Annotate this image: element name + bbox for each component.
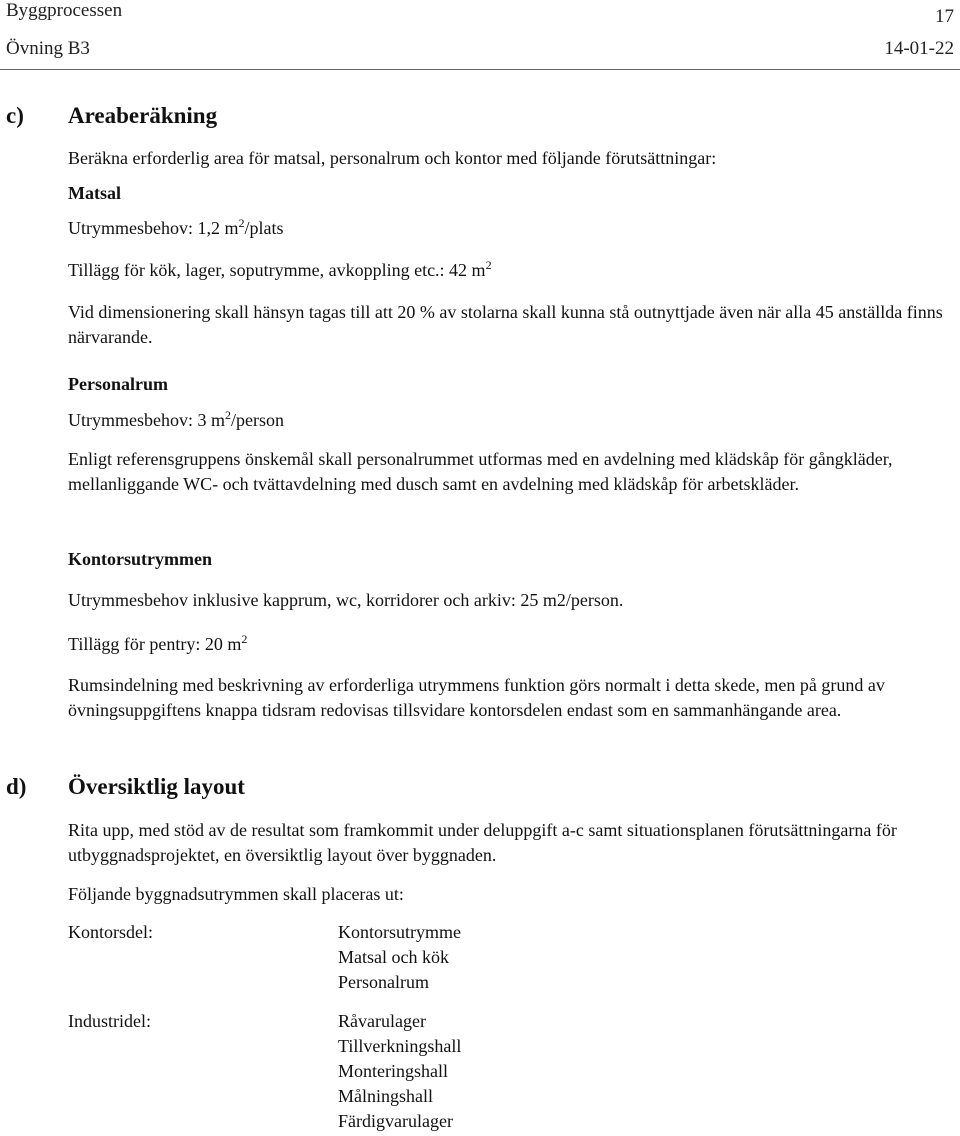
header-divider [0,69,960,70]
personalrum-note: Enligt referensgruppens önskemål skall personalrummet utformas med en avdelning med klädskåp för gångkläder, mellanliggande WC- och tvättavdelning med dusch samt en avdelning med klädskåp för arbetskläder. [68,449,893,494]
header-course: Byggprocessen [6,0,123,21]
personalrum-need: Utrymmesbehov: 3 $m^2$/person [68,408,284,430]
header-date: 14-01-22 [884,38,954,59]
list-item: Monteringshall [338,1061,448,1081]
kontor-extra: Tillägg för pentry: 20 $m^2$ [68,632,248,654]
section-c-title: Areaberäkning [68,103,218,128]
header-exercise: Övning B3 [6,38,90,59]
section-d-intro: Rita upp, med stöd av de resultat som framkommit under deluppgift a-c samt situationsplanen förutsättningarna för utbyggnadsprojektet, en översiktlig layout över byggnaden. [68,820,897,865]
section-d-letter: d) [6,774,27,799]
section-c-letter: c) [6,103,24,128]
industridel-list [338,1009,461,1134]
list-item: Målningshall [338,1086,433,1106]
section-d-title: Översiktlig layout [68,774,245,799]
matsal-note: Vid dimensionering skall hänsyn tagas till att 20 % av stolarna skall kunna stå outnyttjade även när alla 45 anställda finns närvarande. [68,302,943,347]
list-item: Råvarulager [338,1011,426,1031]
section-d-list-intro: Följande byggnadsutrymmen skall placeras ut: [68,884,404,904]
list-item: Färdigvarulager [338,1111,453,1131]
list-item: Personalrum [338,972,429,992]
kontor-note: Rumsindelning med beskrivning av erforderliga utrymmens funktion görs normalt i detta skede, men på grund av övningsuppgiftens knappa tidsram redovisas tillsvidare kontorsdelen endast som en sammanhängande area. [68,675,885,720]
kontorsdel-label: Kontorsdel: [68,922,153,942]
list-item: Matsal och kök [338,947,449,967]
kontor-heading: Kontorsutrymmen [68,549,212,569]
matsal-heading: Matsal [68,183,121,203]
matsal-extra: Tillägg för kök, lager, soputrymme, avkoppling etc.: 42 $m^2$ [68,258,492,280]
kontorsdel-list [338,920,461,995]
section-c-intro: Beräkna erforderlig area för matsal, personalrum och kontor med följande förutsättningar: [68,148,717,168]
personalrum-heading: Personalrum [68,374,168,394]
kontor-need: Utrymmesbehov inklusive kapprum, wc, korridorer och arkiv: 25 m2/person. [68,590,624,610]
list-item: Tillverkningshall [338,1036,462,1056]
industridel-label: Industridel: [68,1011,151,1031]
matsal-need: Utrymmesbehov: 1,2 $m^2$/plats [68,216,284,238]
list-item: Kontorsutrymme [338,922,461,942]
header-page-number: 17 [935,6,954,27]
